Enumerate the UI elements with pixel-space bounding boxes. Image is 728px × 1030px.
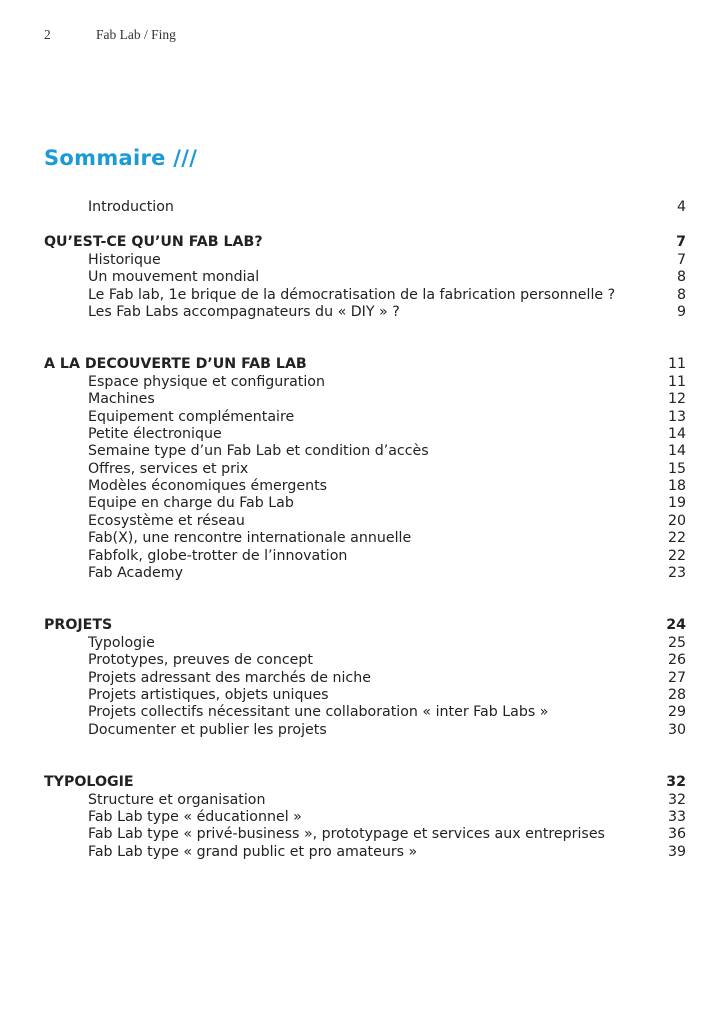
toc-entry[interactable] — [44, 548, 686, 565]
toc-entry-label: Fabfolk, globe-trotter de l’innovation — [88, 547, 348, 564]
toc-entry[interactable] — [44, 809, 686, 826]
toc-entry-page: 14 — [667, 443, 686, 460]
section-spacer — [44, 216, 686, 234]
toc-entry-page: 27 — [667, 669, 686, 686]
page-title: Sommaire /// — [44, 146, 198, 170]
toc-entry-label: Les Fab Labs accompagnateurs du « DIY » ? — [88, 303, 400, 320]
toc-entry-label: Fab Lab type « éducationnel » — [88, 808, 302, 825]
toc-entry-label: Documenter et publier les projets — [88, 721, 327, 738]
toc-entry-label: Fab(X), une rencontre internationale annuelle — [88, 530, 412, 547]
toc-entry[interactable] — [44, 426, 686, 443]
toc-entry[interactable] — [44, 478, 686, 495]
toc-entry-label: Projets collectifs nécessitant une collaboration « inter Fab Labs » — [88, 704, 549, 721]
toc-section-page: 7 — [676, 234, 686, 251]
toc-entry-page: 19 — [667, 495, 686, 512]
toc-entry-page: 25 — [667, 634, 686, 651]
toc-section-page: 32 — [666, 774, 686, 791]
toc-entry[interactable] — [44, 792, 686, 809]
toc-entry[interactable] — [44, 269, 686, 286]
toc-entry-page: 4 — [676, 199, 686, 215]
toc-intro-row[interactable] — [44, 199, 686, 216]
toc-entry[interactable] — [44, 461, 686, 478]
toc-entry-label: Le Fab lab, 1e brique de la démocratisation de la fabrication personnelle ? — [88, 286, 616, 303]
section-spacer — [44, 321, 686, 356]
toc-entry-page: 32 — [667, 791, 686, 808]
toc-entry-label: Ecosystème et réseau — [88, 512, 245, 529]
table-of-contents — [44, 199, 686, 861]
toc-entry-label: Machines — [88, 391, 155, 408]
toc-entry-label: Un mouvement mondial — [88, 269, 260, 286]
toc-entry-label: Historique — [88, 251, 161, 268]
toc-entry-page: 36 — [667, 826, 686, 843]
toc-entry[interactable] — [44, 374, 686, 391]
toc-entry-label: Espace physique et configuration — [88, 373, 325, 390]
toc-entry-page: 18 — [667, 478, 686, 495]
toc-entry[interactable] — [44, 530, 686, 547]
toc-entry-page: 15 — [667, 460, 686, 477]
toc-section-title: TYPOLOGIE — [44, 774, 134, 791]
toc-entry[interactable] — [44, 409, 686, 426]
section-spacer — [44, 582, 686, 617]
toc-entry-page: 26 — [667, 652, 686, 669]
toc-entry-label: Fab Lab type « privé-business », prototypage et services aux entreprises — [88, 826, 605, 843]
toc-section-page: 24 — [666, 617, 686, 634]
toc-entry-page: 8 — [676, 269, 686, 286]
toc-entry-page: 22 — [667, 530, 686, 547]
section-spacer — [44, 739, 686, 774]
toc-entry-page: 7 — [676, 251, 686, 268]
toc-entry[interactable] — [44, 826, 686, 843]
toc-section-heading[interactable] — [44, 774, 686, 791]
toc-entry-page: 39 — [667, 843, 686, 860]
running-header — [44, 27, 176, 43]
toc-entry[interactable] — [44, 844, 686, 861]
toc-entry-label: Semaine type d’un Fab Lab et condition d’accès — [88, 443, 429, 460]
toc-entry-page: 14 — [667, 425, 686, 442]
toc-entry[interactable] — [44, 304, 686, 321]
toc-entry-label: Equipement complémentaire — [88, 408, 295, 425]
toc-entry-label: Offres, services et prix — [88, 460, 249, 477]
toc-entry-label: Projets adressant des marchés de niche — [88, 669, 371, 686]
toc-section-title: PROJETS — [44, 617, 113, 634]
running-title: Fab Lab / Fing — [96, 27, 176, 42]
toc-entry-page: 33 — [667, 808, 686, 825]
toc-entry-label: Fab Lab type « grand public et pro amateurs » — [88, 843, 418, 860]
toc-entry[interactable] — [44, 565, 686, 582]
toc-entry-page: 20 — [667, 512, 686, 529]
toc-entry[interactable] — [44, 687, 686, 704]
toc-entry[interactable] — [44, 495, 686, 512]
toc-entry-page: 8 — [676, 286, 686, 303]
toc-entry[interactable] — [44, 443, 686, 460]
toc-section-heading[interactable] — [44, 234, 686, 251]
toc-entry[interactable] — [44, 391, 686, 408]
toc-entry-page: 22 — [667, 547, 686, 564]
toc-entry-page: 11 — [667, 373, 686, 390]
toc-section-heading[interactable] — [44, 617, 686, 634]
toc-entry-page: 29 — [667, 704, 686, 721]
toc-entry-label: Structure et organisation — [88, 791, 266, 808]
toc-entry[interactable] — [44, 252, 686, 269]
toc-entry[interactable] — [44, 513, 686, 530]
toc-entry-label: Modèles économiques émergents — [88, 478, 328, 495]
toc-entry-label: Projets artistiques, objets uniques — [88, 686, 329, 703]
toc-entry-label: Prototypes, preuves de concept — [88, 652, 313, 669]
toc-entry[interactable] — [44, 652, 686, 669]
toc-entry-label: Petite électronique — [88, 425, 222, 442]
toc-entry[interactable] — [44, 722, 686, 739]
toc-entry[interactable] — [44, 635, 686, 652]
toc-entry-page: 12 — [667, 391, 686, 408]
toc-entry-page: 30 — [667, 721, 686, 738]
toc-entry-label: Introduction — [88, 199, 174, 215]
toc-entry[interactable] — [44, 704, 686, 721]
toc-entry-page: 28 — [667, 686, 686, 703]
page-number: 2 — [44, 27, 51, 42]
toc-section-heading[interactable] — [44, 356, 686, 373]
toc-entry-page: 23 — [667, 565, 686, 582]
toc-entry-label: Typologie — [88, 634, 155, 651]
toc-entry[interactable] — [44, 670, 686, 687]
toc-section-page: 11 — [667, 356, 686, 373]
toc-section-title: QU’EST-CE QU’UN FAB LAB? — [44, 234, 263, 251]
toc-section-title: A LA DECOUVERTE D’UN FAB LAB — [44, 356, 307, 373]
toc-entry[interactable] — [44, 287, 686, 304]
toc-entry-page: 13 — [667, 408, 686, 425]
toc-entry-page: 9 — [676, 303, 686, 320]
toc-entry-label: Fab Academy — [88, 565, 183, 582]
toc-entry-label: Equipe en charge du Fab Lab — [88, 495, 294, 512]
